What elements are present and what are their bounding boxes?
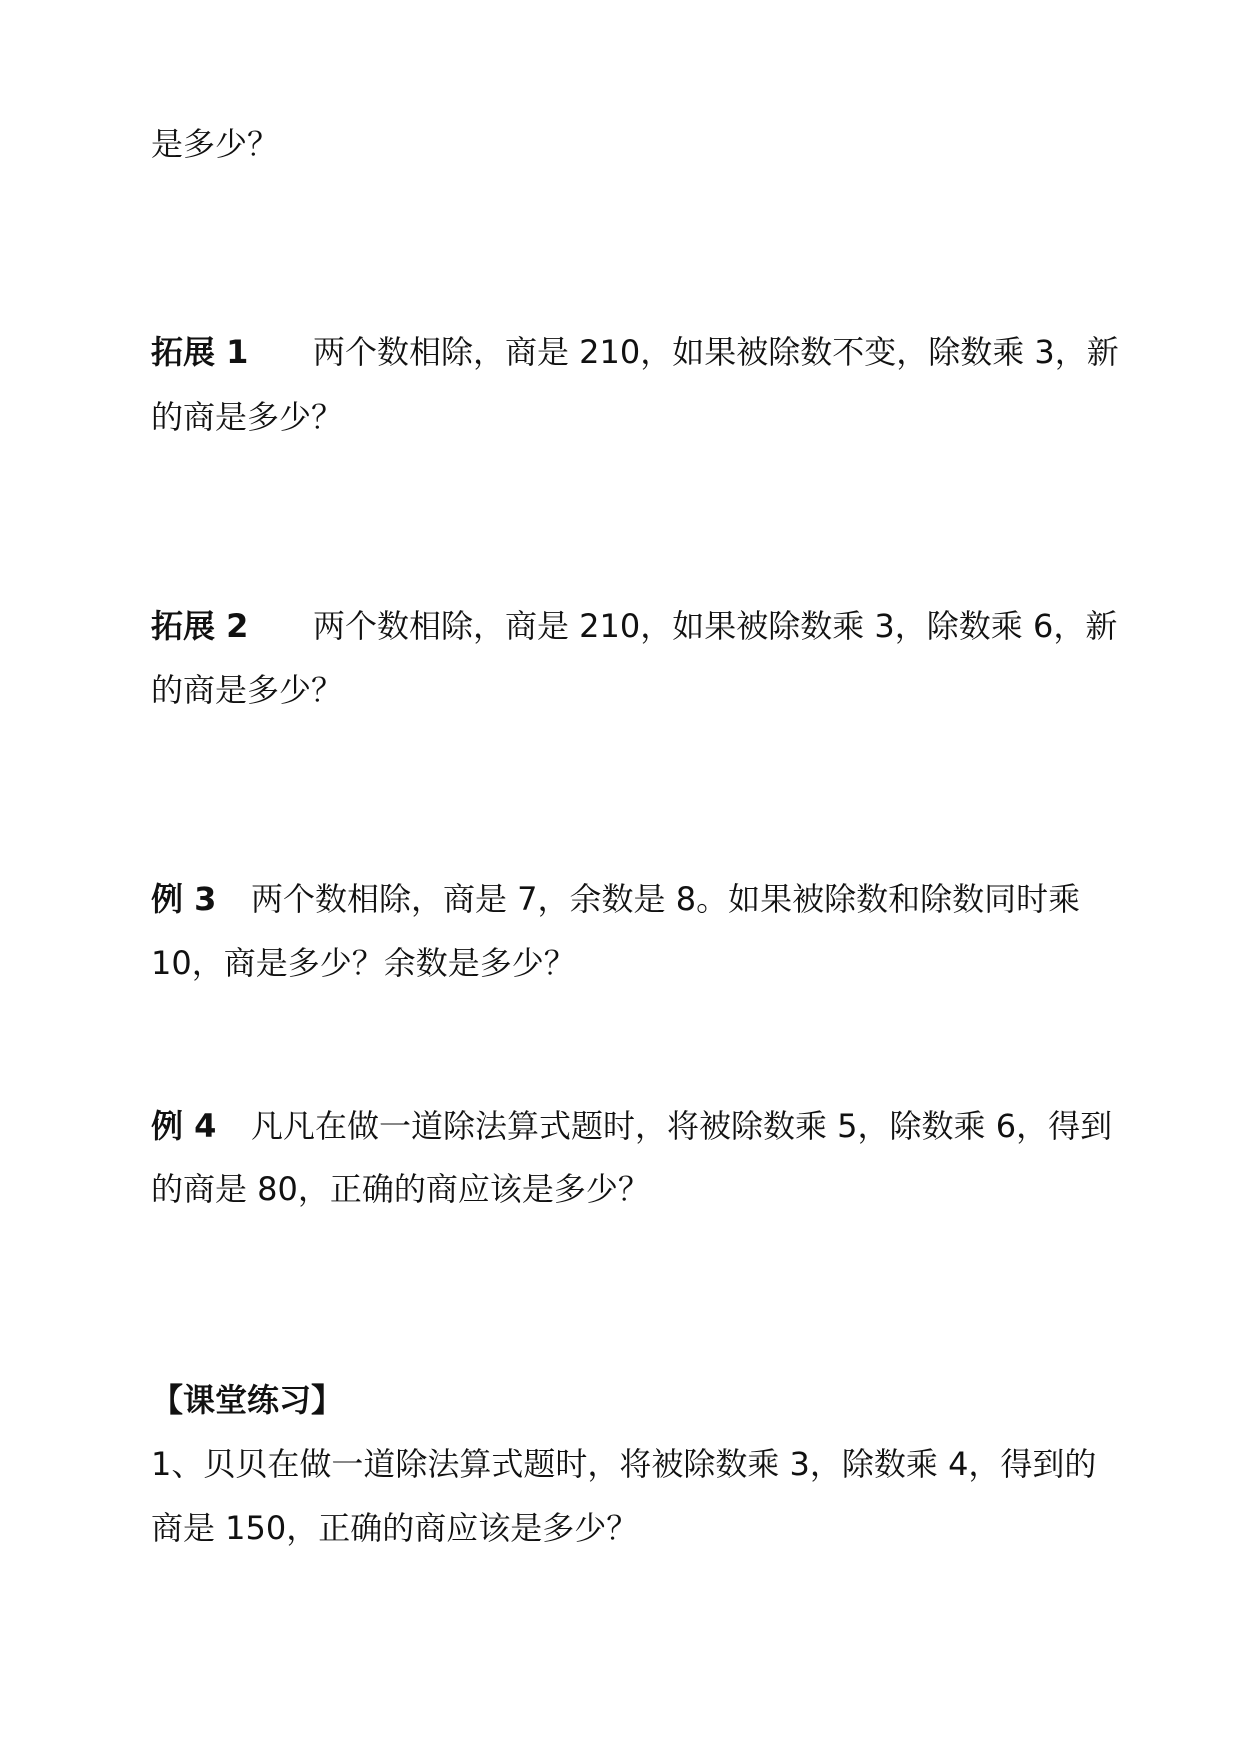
- continuation-text: 是多少？: [151, 125, 280, 163]
- extension-2-line-2: 的商是多少？: [151, 671, 344, 709]
- practice-heading: 【课堂练习】: [151, 1381, 344, 1419]
- extension-1-line-2: 的商是多少？: [151, 398, 344, 436]
- practice-item-1-line-2: 商是 150，正确的商应该是多少？: [151, 1509, 639, 1547]
- example-4-line-2: 的商是 80，正确的商应该是多少？: [151, 1170, 650, 1208]
- extension-2-line-1: [151, 606, 1117, 646]
- example-3-line-1: [151, 879, 1080, 919]
- example-3-label: 例 3: [151, 880, 217, 918]
- example-4-text: 凡凡在做一道除法算式题时，将被除数乘 5，除数乘 6，得到: [251, 1107, 1113, 1145]
- example-3-text: 两个数相除，商是 7，余数是 8。如果被除数和除数同时乘: [251, 880, 1081, 918]
- example-3-line-2: 10，商是多少？余数是多少？: [151, 944, 576, 982]
- extension-1-text: 两个数相除，商是 210，如果被除数不变，除数乘 3，新: [313, 333, 1119, 371]
- extension-2-text: 两个数相除，商是 210，如果被除数乘 3，除数乘 6，新: [313, 607, 1118, 645]
- extension-2-label: 拓展 2: [151, 607, 249, 645]
- extension-1-line-1: [151, 332, 1119, 372]
- extension-1-label: 拓展 1: [151, 333, 249, 371]
- example-4-label: 例 4: [151, 1107, 217, 1145]
- example-4-line-1: [151, 1106, 1112, 1146]
- practice-item-1-line-1: 1、贝贝在做一道除法算式题时，将被除数乘 3，除数乘 4，得到的: [151, 1445, 1097, 1483]
